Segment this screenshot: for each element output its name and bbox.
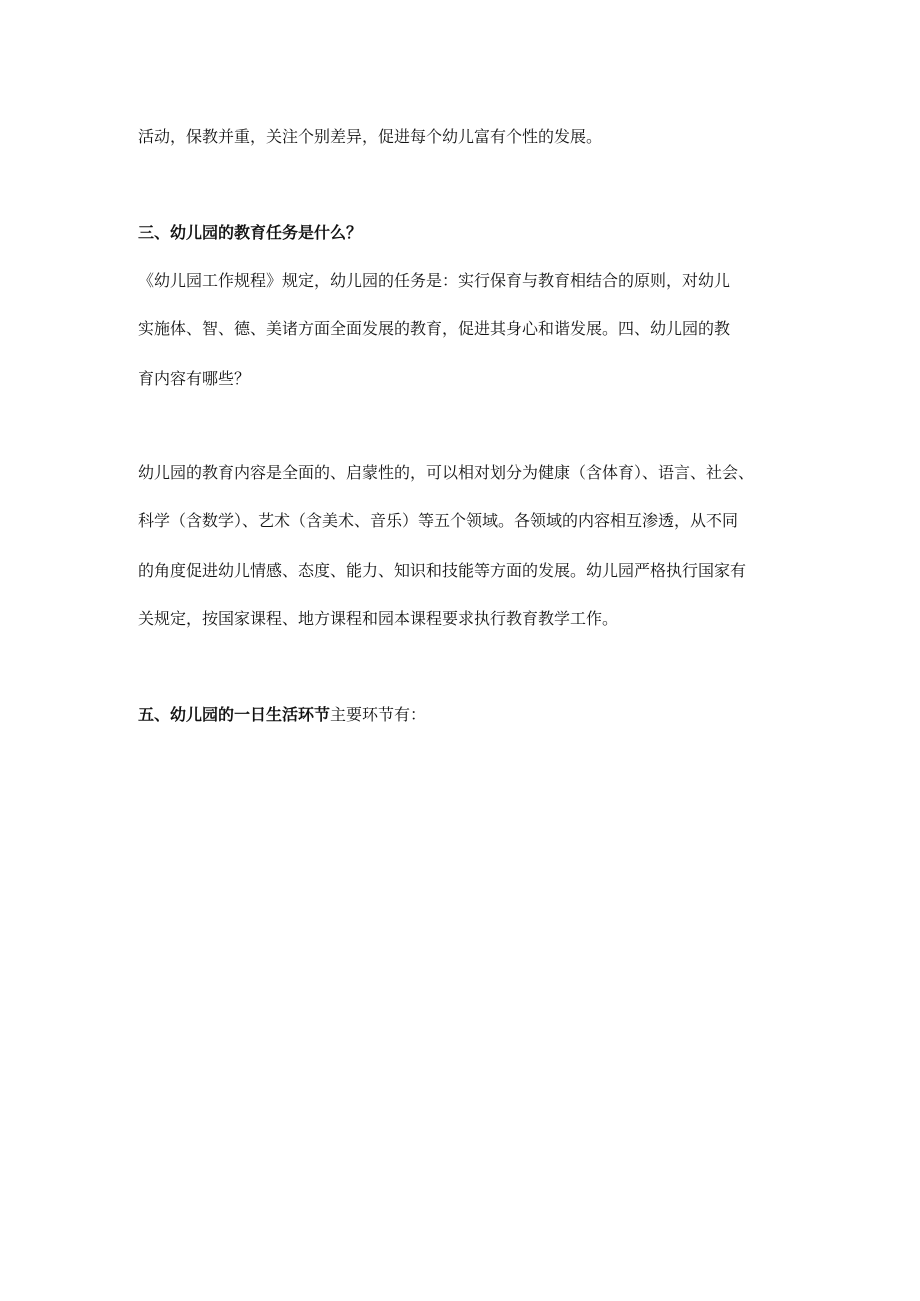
paragraph-4-line-4: 关规定，按国家课程、地方课程和园本课程要求执行教育教学工作。 (138, 609, 619, 628)
paragraph-4-line-2: 科学（含数学）、艺术（含美术、音乐）等五个领域。各领域的内容相互渗透，从不同 (138, 511, 739, 530)
paragraph-3-line-3: 育内容有哪些？ (138, 369, 251, 388)
section-heading-5-bold: 五、幼儿园的一日生活环节 (138, 705, 331, 724)
section-heading-5 (138, 704, 426, 726)
paragraph-4-line-1: 幼儿园的教育内容是全面的、启蒙性的，可以相对划分为健康（含体育）、语言、社会、 (138, 463, 755, 482)
paragraph-3-line-1: 《幼儿园工作规程》规定，幼儿园的任务是：实行保育与教育相结合的原则，对幼儿 (138, 271, 731, 290)
section-heading-3: 三、幼儿园的教育任务是什么？ (138, 223, 363, 242)
section-heading-5-rest: 主要环节有： (330, 705, 427, 724)
paragraph-4-line-3: 的角度促进幼儿情感、态度、能力、知识和技能等方面的发展。幼儿园严格执行国家有 (138, 561, 747, 580)
paragraph-continuation: 活动，保教并重，关注个别差异，促进每个幼儿富有个性的发展。 (138, 127, 603, 146)
paragraph-3-line-2: 实施体、智、德、美诸方面全面发展的教育，促进其身心和谐发展。四、幼儿园的教 (138, 319, 731, 338)
